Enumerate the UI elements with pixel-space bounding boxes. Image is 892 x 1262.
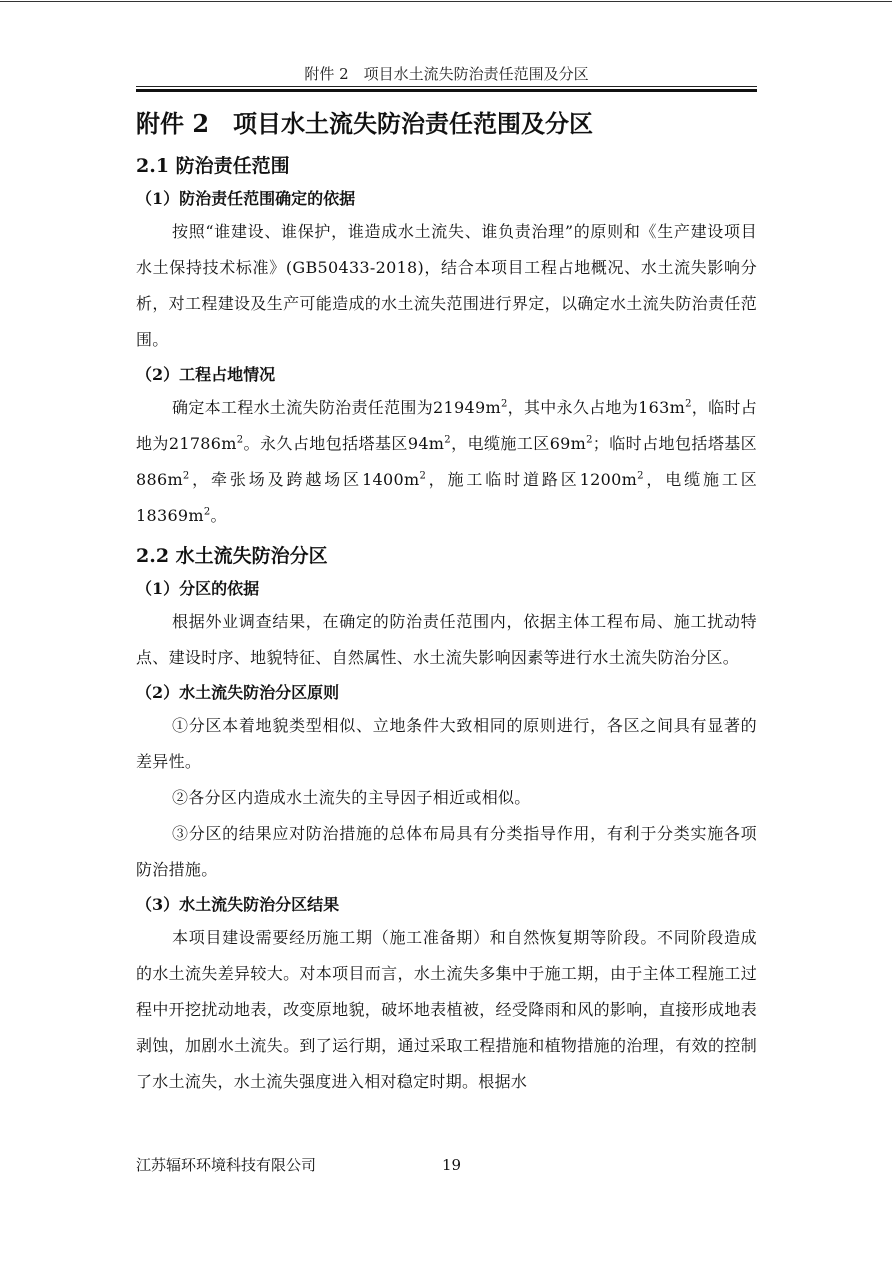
paragraph: ③分区的结果应对防治措施的总体布局具有分类指导作用，有利于分类实施各项防治措施。 — [136, 824, 757, 879]
subsection-heading: （2）工程占地情况 — [136, 365, 276, 384]
paragraph: ①分区本着地貌类型相似、立地条件大致相同的原则进行，各区之间具有显著的差异性。 — [136, 716, 757, 771]
document-title: 附件 2 项目水土流失防治责任范围及分区 — [136, 109, 594, 138]
section-heading: 2.1 防治责任范围 — [136, 155, 290, 177]
page-number: 19 — [442, 1156, 462, 1174]
subsection-heading: （2）水土流失防治分区原则 — [136, 683, 340, 702]
paragraph: 本项目建设需要经历施工期（施工准备期）和自然恢复期等阶段。不同阶段造成的水土流失差异较大。对本项目而言，水土流失多集中于施工期，由于主体工程施工过程中开挖扰动地表，改变原地貌，破坏地表植被，经受降雨和风的影响，直接形成地表剥蚀，加剧水土流失。到了运行期，通过采取工程措施和植物措施的治理，有效的控制了水土流失，水土流失强度进入相对稳定时期。根据水 — [136, 928, 757, 1091]
paragraph: ②各分区内造成水土流失的主导因子相近或相似。 — [172, 788, 531, 807]
paragraph: 按照“谁建设、谁保护，谁造成水土流失、谁负责治理”的原则和《生产建设项目水土保持技术标准》(GB50433-2018)，结合本项目工程占地概况、水土流失影响分析，对工程建设及生产可能造成的水土流失范围进行界定，以确定水土流失防治责任范围。 — [136, 222, 757, 349]
paragraph: 根据外业调查结果，在确定的防治责任范围内，依据主体工程布局、施工扰动特点、建设时序、地貌特征、自然属性、水土流失影响因素等进行水土流失防治分区。 — [136, 612, 757, 667]
top-border-line — [0, 1, 892, 2]
subsection-heading: （1）分区的依据 — [136, 579, 260, 598]
running-header: 附件 2 项目水土流失防治责任范围及分区 — [304, 65, 589, 83]
subsection-heading: （3）水土流失防治分区结果 — [136, 895, 340, 914]
paragraph-land-use: 确定本工程水土流失防治责任范围为$21949m^2$，其中永久占地为$163m^2$，临时占地为$21786m^2$。永久占地包括塔基区$94m^2$，电缆施工区$69m^2$；临时占地包括塔基区$886m^2$，牵张场及跨越场区$1400m^2$，施工临时道路区$1200m^2$，电缆施工区$18369m^2$。 — [136, 398, 758, 525]
header-rule-thin — [136, 86, 757, 87]
page-footer — [136, 1154, 757, 1176]
subsection-heading: （1）防治责任范围确定的依据 — [136, 189, 356, 208]
footer-company: 江苏辐环环境科技有限公司 — [136, 1156, 317, 1174]
section-heading: 2.2 水土流失防治分区 — [136, 545, 328, 567]
header-rule-thick — [136, 89, 757, 92]
page-body — [136, 104, 757, 1100]
